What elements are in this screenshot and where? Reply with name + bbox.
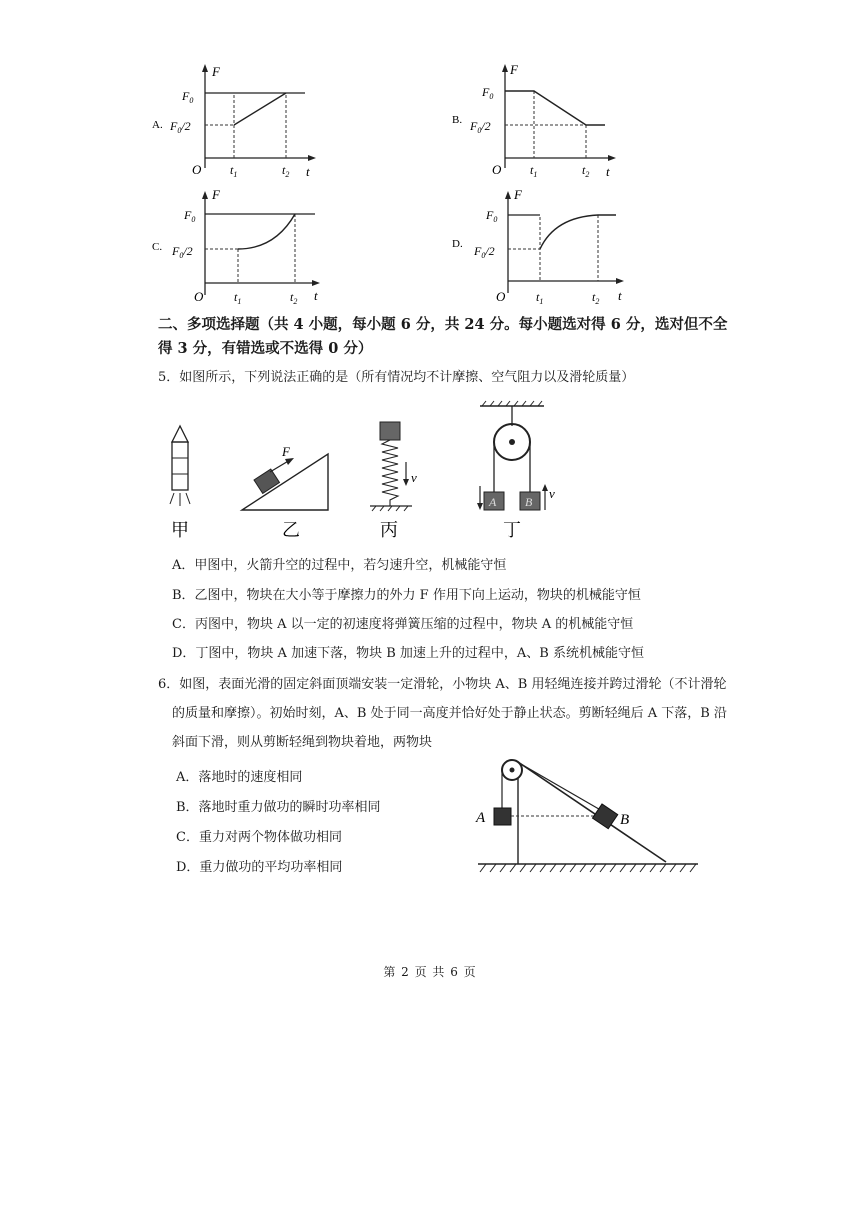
- x-axis-arrow: [308, 155, 316, 161]
- graph-option-label: D.: [452, 238, 463, 250]
- ground-hatch: [372, 506, 376, 511]
- ground-hatch: [380, 506, 384, 511]
- question-6-stem-line-3: 斜面下滑，则从剪断轻绳到物块着地，两物块: [172, 735, 433, 750]
- ground-hatch: [388, 506, 392, 511]
- question-6-option-b: B．落地时重力做功的瞬时功率相同: [176, 800, 381, 815]
- graph-option-label: B.: [452, 114, 463, 126]
- origin-label: O: [492, 162, 502, 177]
- half-f0-tick-label: $F_0/2$: [470, 119, 491, 135]
- t2-tick-label: $t_2$: [592, 290, 600, 306]
- force-curve: [540, 215, 616, 249]
- ground-hatching: [480, 864, 696, 872]
- x-axis-arrow: [608, 155, 616, 161]
- block-a-label: A: [489, 495, 497, 509]
- figure-label-ding: 丁: [503, 520, 521, 540]
- block-b-up-arrow-head: [542, 484, 548, 491]
- y-axis-label: F: [514, 187, 522, 202]
- velocity-arrow-head: [403, 479, 409, 486]
- ceiling-hatch: [514, 401, 518, 406]
- origin-label: O: [192, 162, 202, 177]
- ceiling-hatch: [522, 401, 526, 406]
- force-label: F: [282, 444, 290, 459]
- ground-hatch: [396, 506, 400, 511]
- force-curve: [238, 214, 295, 249]
- block-a: [494, 808, 511, 825]
- origin-label: O: [194, 289, 204, 304]
- question-6-option-d: D．重力做功的平均功率相同: [176, 860, 343, 875]
- f0-tick-label: $F_0$: [486, 208, 498, 224]
- t1-tick-label: $t_1$: [536, 290, 544, 306]
- ground-hatch: [404, 506, 408, 511]
- ceiling-hatch: [530, 401, 534, 406]
- force-curve: [234, 93, 286, 125]
- x-axis-arrow: [616, 278, 624, 284]
- block-b-label: B: [525, 495, 533, 509]
- section-heading: 二、多项选择题（共 4 小题，每小题 6 分，共 24 分。每小题选对得 6 分，选对但不全得 3 分，有错选或不选得 0 分）: [158, 316, 728, 357]
- incline-diagram: [242, 444, 328, 540]
- graph-d: [450, 185, 630, 310]
- ceiling-hatch: [538, 401, 542, 406]
- pulley-diagram: [477, 401, 555, 540]
- x-axis-label: t: [314, 288, 318, 303]
- y-axis-arrow: [202, 191, 208, 199]
- graph-option-label: A.: [152, 119, 163, 131]
- figure-label-bing: 丙: [380, 520, 398, 540]
- y-axis-label: F: [212, 64, 220, 79]
- graph-a: [150, 58, 325, 183]
- y-axis-label: F: [212, 187, 220, 202]
- y-axis-arrow: [502, 64, 508, 72]
- ceiling-hatch: [490, 401, 494, 406]
- force-arrow-head: [285, 458, 294, 465]
- question-5-option-d: D．丁图中，物块 A 加速下落，物块 B 加速上升的过程中，A、B 系统机械能守恒: [172, 646, 644, 661]
- half-f0-tick-label: $F_0/2$: [172, 244, 193, 260]
- origin-label: O: [496, 289, 506, 304]
- velocity-label: v: [411, 470, 417, 485]
- x-axis-label: t: [606, 164, 610, 179]
- velocity-label: v: [549, 486, 555, 501]
- block-a-down-arrow-head: [477, 503, 483, 510]
- rocket-diagram: [170, 426, 190, 540]
- question-5-figure: [160, 398, 580, 543]
- question-6-stem-line-1: 6．如图，表面光滑的固定斜面顶端安装一定滑轮，小物块 A、B 用轻绳连接并跨过滑轮（不计滑轮: [158, 677, 727, 692]
- x-axis-label: t: [306, 164, 310, 179]
- pulley-axle: [509, 439, 515, 445]
- f0-tick-label: $F_0$: [182, 89, 194, 105]
- ceiling-hatch: [482, 401, 486, 406]
- question-5-option-a: A．甲图中，火箭升空的过程中，若匀速升空，机械能守恒: [172, 558, 507, 573]
- question-6-option-c: C．重力对两个物体做功相同: [176, 830, 342, 845]
- question-5-option-c: C．丙图中，物块 A 以一定的初速度将弹簧压缩的过程中，物块 A 的机械能守恒: [172, 617, 634, 632]
- rocket-exhaust: [170, 493, 174, 504]
- graph-option-label: C.: [152, 241, 163, 253]
- spring-diagram: [370, 422, 417, 540]
- incline-slope: [518, 762, 666, 862]
- figure-label-jia: 甲: [171, 520, 189, 540]
- question-5-stem: 5．如图所示，下列说法正确的是（所有情况均不计摩擦、空气阻力以及滑轮质量）: [158, 370, 635, 385]
- t1-tick-label: $t_1$: [234, 290, 242, 306]
- rocket-body: [172, 442, 188, 490]
- f0-tick-label: $F_0$: [184, 208, 196, 224]
- x-axis-label: t: [618, 288, 622, 303]
- rope-to-b: [514, 760, 604, 812]
- question-6-stem-line-2: 的质量和摩擦）。初始时刻，A、B 处于同一高度并恰好处于静止状态。剪断轻绳后 A 下落，B 沿: [172, 706, 727, 721]
- y-axis-arrow: [505, 191, 511, 199]
- block-b-label: B: [620, 812, 630, 828]
- pulley-axle: [510, 768, 515, 773]
- figure-label-yi: 乙: [282, 520, 300, 540]
- question-6-figure: [470, 752, 710, 882]
- spring-coil: [382, 440, 398, 506]
- graph-c: [150, 185, 330, 310]
- graph-b: [450, 58, 625, 183]
- t1-tick-label: $t_1$: [230, 163, 238, 179]
- half-f0-tick-label: $F_0/2$: [170, 119, 191, 135]
- block-a-label: A: [476, 810, 486, 826]
- t1-tick-label: $t_1$: [530, 163, 538, 179]
- page-footer: 第 2 页 共 6 页: [383, 965, 477, 979]
- rocket-nose: [172, 426, 188, 442]
- t2-tick-label: $t_2$: [582, 163, 590, 179]
- t2-tick-label: $t_2$: [290, 290, 298, 306]
- spring-block: [380, 422, 400, 440]
- y-axis-label: F: [510, 62, 518, 77]
- rocket-exhaust: [186, 493, 190, 504]
- ceiling-hatch: [506, 401, 510, 406]
- question-5-option-b: B．乙图中，物块在大小等于摩擦力的外力 F 作用下向上运动，物块的机械能守恒: [172, 588, 641, 603]
- y-axis-arrow: [202, 64, 208, 72]
- ceiling-hatch: [498, 401, 502, 406]
- f0-tick-label: $F_0$: [482, 85, 494, 101]
- t2-tick-label: $t_2$: [282, 163, 290, 179]
- incline-block: [254, 469, 279, 493]
- half-f0-tick-label: $F_0/2$: [474, 244, 495, 260]
- question-6-option-a: A．落地时的速度相同: [176, 770, 303, 785]
- force-curve: [505, 91, 605, 125]
- x-axis-arrow: [312, 280, 320, 286]
